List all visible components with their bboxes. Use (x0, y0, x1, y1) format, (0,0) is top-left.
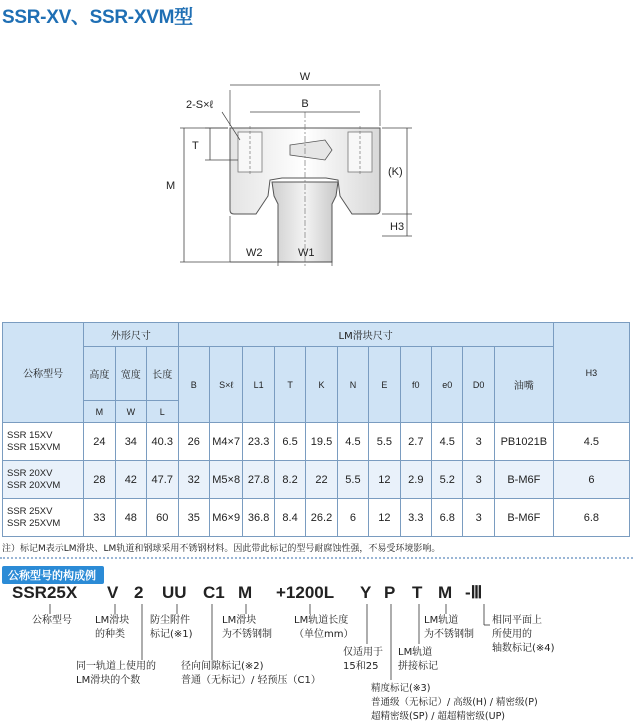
label-model: 公称型号 (32, 615, 72, 626)
cell-b: 26 (178, 423, 209, 461)
cell-e: 5.5 (369, 423, 400, 461)
dim-h3-label: H3 (390, 221, 405, 233)
cell-f0: 2.7 (400, 423, 431, 461)
part-code: P (384, 583, 396, 602)
cell-k: 22 (306, 461, 337, 499)
label-rail-length: LM轨道长度 （单位mm） (294, 615, 354, 640)
cell-m: 33 (84, 499, 115, 537)
cell-d0: 3 (463, 499, 494, 537)
cell-model: SSR 15XV SSR 15XVM (3, 423, 84, 461)
cell-f0: 3.3 (400, 499, 431, 537)
dim-t-label: T (192, 140, 199, 152)
part-code: UU (162, 583, 187, 602)
cell-model: SSR 20XV SSR 20XVM (3, 461, 84, 499)
cross-section-diagram (0, 0, 633, 300)
head-h3: H3 (553, 323, 629, 423)
part-code: V (107, 583, 119, 602)
dim-k-label: (K) (388, 166, 403, 178)
cell-n: 6 (337, 499, 368, 537)
cell-e: 12 (369, 499, 400, 537)
cell-m: 28 (84, 461, 115, 499)
cell-model: SSR 25XV SSR 25XVM (3, 499, 84, 537)
cell-m: 24 (84, 423, 115, 461)
cell-grease: B-M6F (494, 499, 553, 537)
cell-k: 26.2 (306, 499, 337, 537)
cell-e0: 6.8 (432, 499, 463, 537)
cell-l1: 27.8 (243, 461, 274, 499)
cell-k: 19.5 (306, 423, 337, 461)
dim-w1-label: W1 (298, 247, 315, 259)
label-block-type: LM滑块 的种类 (95, 615, 130, 640)
head-model: 公称型号 (3, 323, 84, 423)
cell-e0: 5.2 (432, 461, 463, 499)
cell-l1: 23.3 (243, 423, 274, 461)
cell-t: 8.4 (274, 499, 305, 537)
label-precision: 精度标记(※3) 普通级（无标记）/ 高级(H) / 精密级(P) 超精密级(SP) / 超超精密级(UP) (371, 683, 538, 722)
head-outer: 外形尺寸 (84, 323, 178, 347)
footnote: 注）标记M表示LM滑块、LM轨道和钢球采用不锈钢材料。因此带此标记的型号耐腐蚀性强，不易受环境影响。 (2, 544, 441, 554)
part-code: +1200L (276, 583, 335, 602)
part-code: C1 (203, 583, 225, 602)
cell-e: 12 (369, 461, 400, 499)
label-rail-m: LM轨道 为不锈钢制 (424, 615, 474, 640)
cell-l: 60 (147, 499, 178, 537)
part-code: Y (360, 583, 372, 602)
cell-grease: PB1021B (494, 423, 553, 461)
divider (0, 557, 633, 559)
cell-sxl: M5×8 (209, 461, 242, 499)
section-tag: 公称型号的构成例 (2, 566, 104, 584)
label-axes: 相同平面上 所使用的 轴数标记(※4) (492, 615, 555, 654)
part-code: M (438, 583, 453, 602)
cell-sxl: M6×9 (209, 499, 242, 537)
cell-w: 42 (115, 461, 146, 499)
label-clearance: 径向间隙标记(※2) 普通（无标记）/ 轻预压（C1） (181, 661, 321, 686)
cell-b: 32 (178, 461, 209, 499)
cell-l: 40.3 (147, 423, 178, 461)
cell-n: 4.5 (337, 423, 368, 461)
dim-m-label: M (166, 180, 176, 192)
table-body (3, 423, 630, 537)
cell-b: 35 (178, 499, 209, 537)
table-row (3, 423, 630, 461)
label-block-m: LM滑块 为不锈钢制 (222, 615, 272, 640)
head-height: 高度 (84, 347, 115, 401)
cell-l: 47.7 (147, 461, 178, 499)
label-rail-joint: LM轨道 拼接标记 (398, 647, 438, 672)
head-block: LM滑块尺寸 (178, 323, 553, 347)
cell-w: 34 (115, 423, 146, 461)
cell-t: 8.2 (274, 461, 305, 499)
dim-w2-label: W2 (246, 247, 263, 259)
cell-h3: 6.8 (553, 499, 629, 537)
dim-sxl-label: 2-S×ℓ (186, 99, 214, 111)
table-row (3, 499, 630, 537)
part-code: 2 (134, 583, 144, 602)
label-seal: 防尘附件 标记(※1) (150, 615, 193, 640)
part-code: -Ⅲ (465, 583, 483, 602)
cell-sxl: M4×7 (209, 423, 242, 461)
part-code: M (238, 583, 253, 602)
cell-f0: 2.9 (400, 461, 431, 499)
cell-n: 5.5 (337, 461, 368, 499)
cell-t: 6.5 (274, 423, 305, 461)
page-title: SSR-XV、SSR-XVM型 (2, 7, 193, 28)
head-grease: 油嘴 (494, 347, 553, 423)
part-code: SSR25X (12, 583, 78, 602)
cell-d0: 3 (463, 423, 494, 461)
label-y-only: 仅适用于 15和25 (343, 647, 383, 672)
dim-b-label: B (301, 98, 309, 110)
table-row (3, 461, 630, 499)
head-width: 宽度 (115, 347, 146, 401)
cell-d0: 3 (463, 461, 494, 499)
cell-e0: 4.5 (432, 423, 463, 461)
cell-w: 48 (115, 499, 146, 537)
spec-table: 公称型号 外形尺寸 LM滑块尺寸 H3 高度 宽度 长度 B S×ℓ L1 T K N E f0 e0 D0 油嘴 M W L SSR 15XV SSR 15XVM 24 34 40.3 26 M4×7 23.3 6.5 19.5 4.5 5.5 2.7 4.5 3 PB1021B 4.5 SSR 20XV SSR 20XVM 28 42 47.7 32 M5×8 27.8 8.2 22 5.5 12 2.9 5.2 3 B-M6F 6 SSR 25XV SSR 25XVM 33 48 60 35 M6×9 36.8 8.4 26.2 6 12 3.3 6.8 3 B-M6F 6.8 (2, 322, 630, 537)
part-code: T (412, 583, 423, 602)
cell-grease: B-M6F (494, 461, 553, 499)
dim-w-label: W (299, 71, 311, 83)
label-qty: 同一轨道上使用的 LM滑块的个数 (76, 661, 156, 686)
cell-l1: 36.8 (243, 499, 274, 537)
cell-h3: 4.5 (553, 423, 629, 461)
head-length: 长度 (147, 347, 178, 401)
cell-h3: 6 (553, 461, 629, 499)
